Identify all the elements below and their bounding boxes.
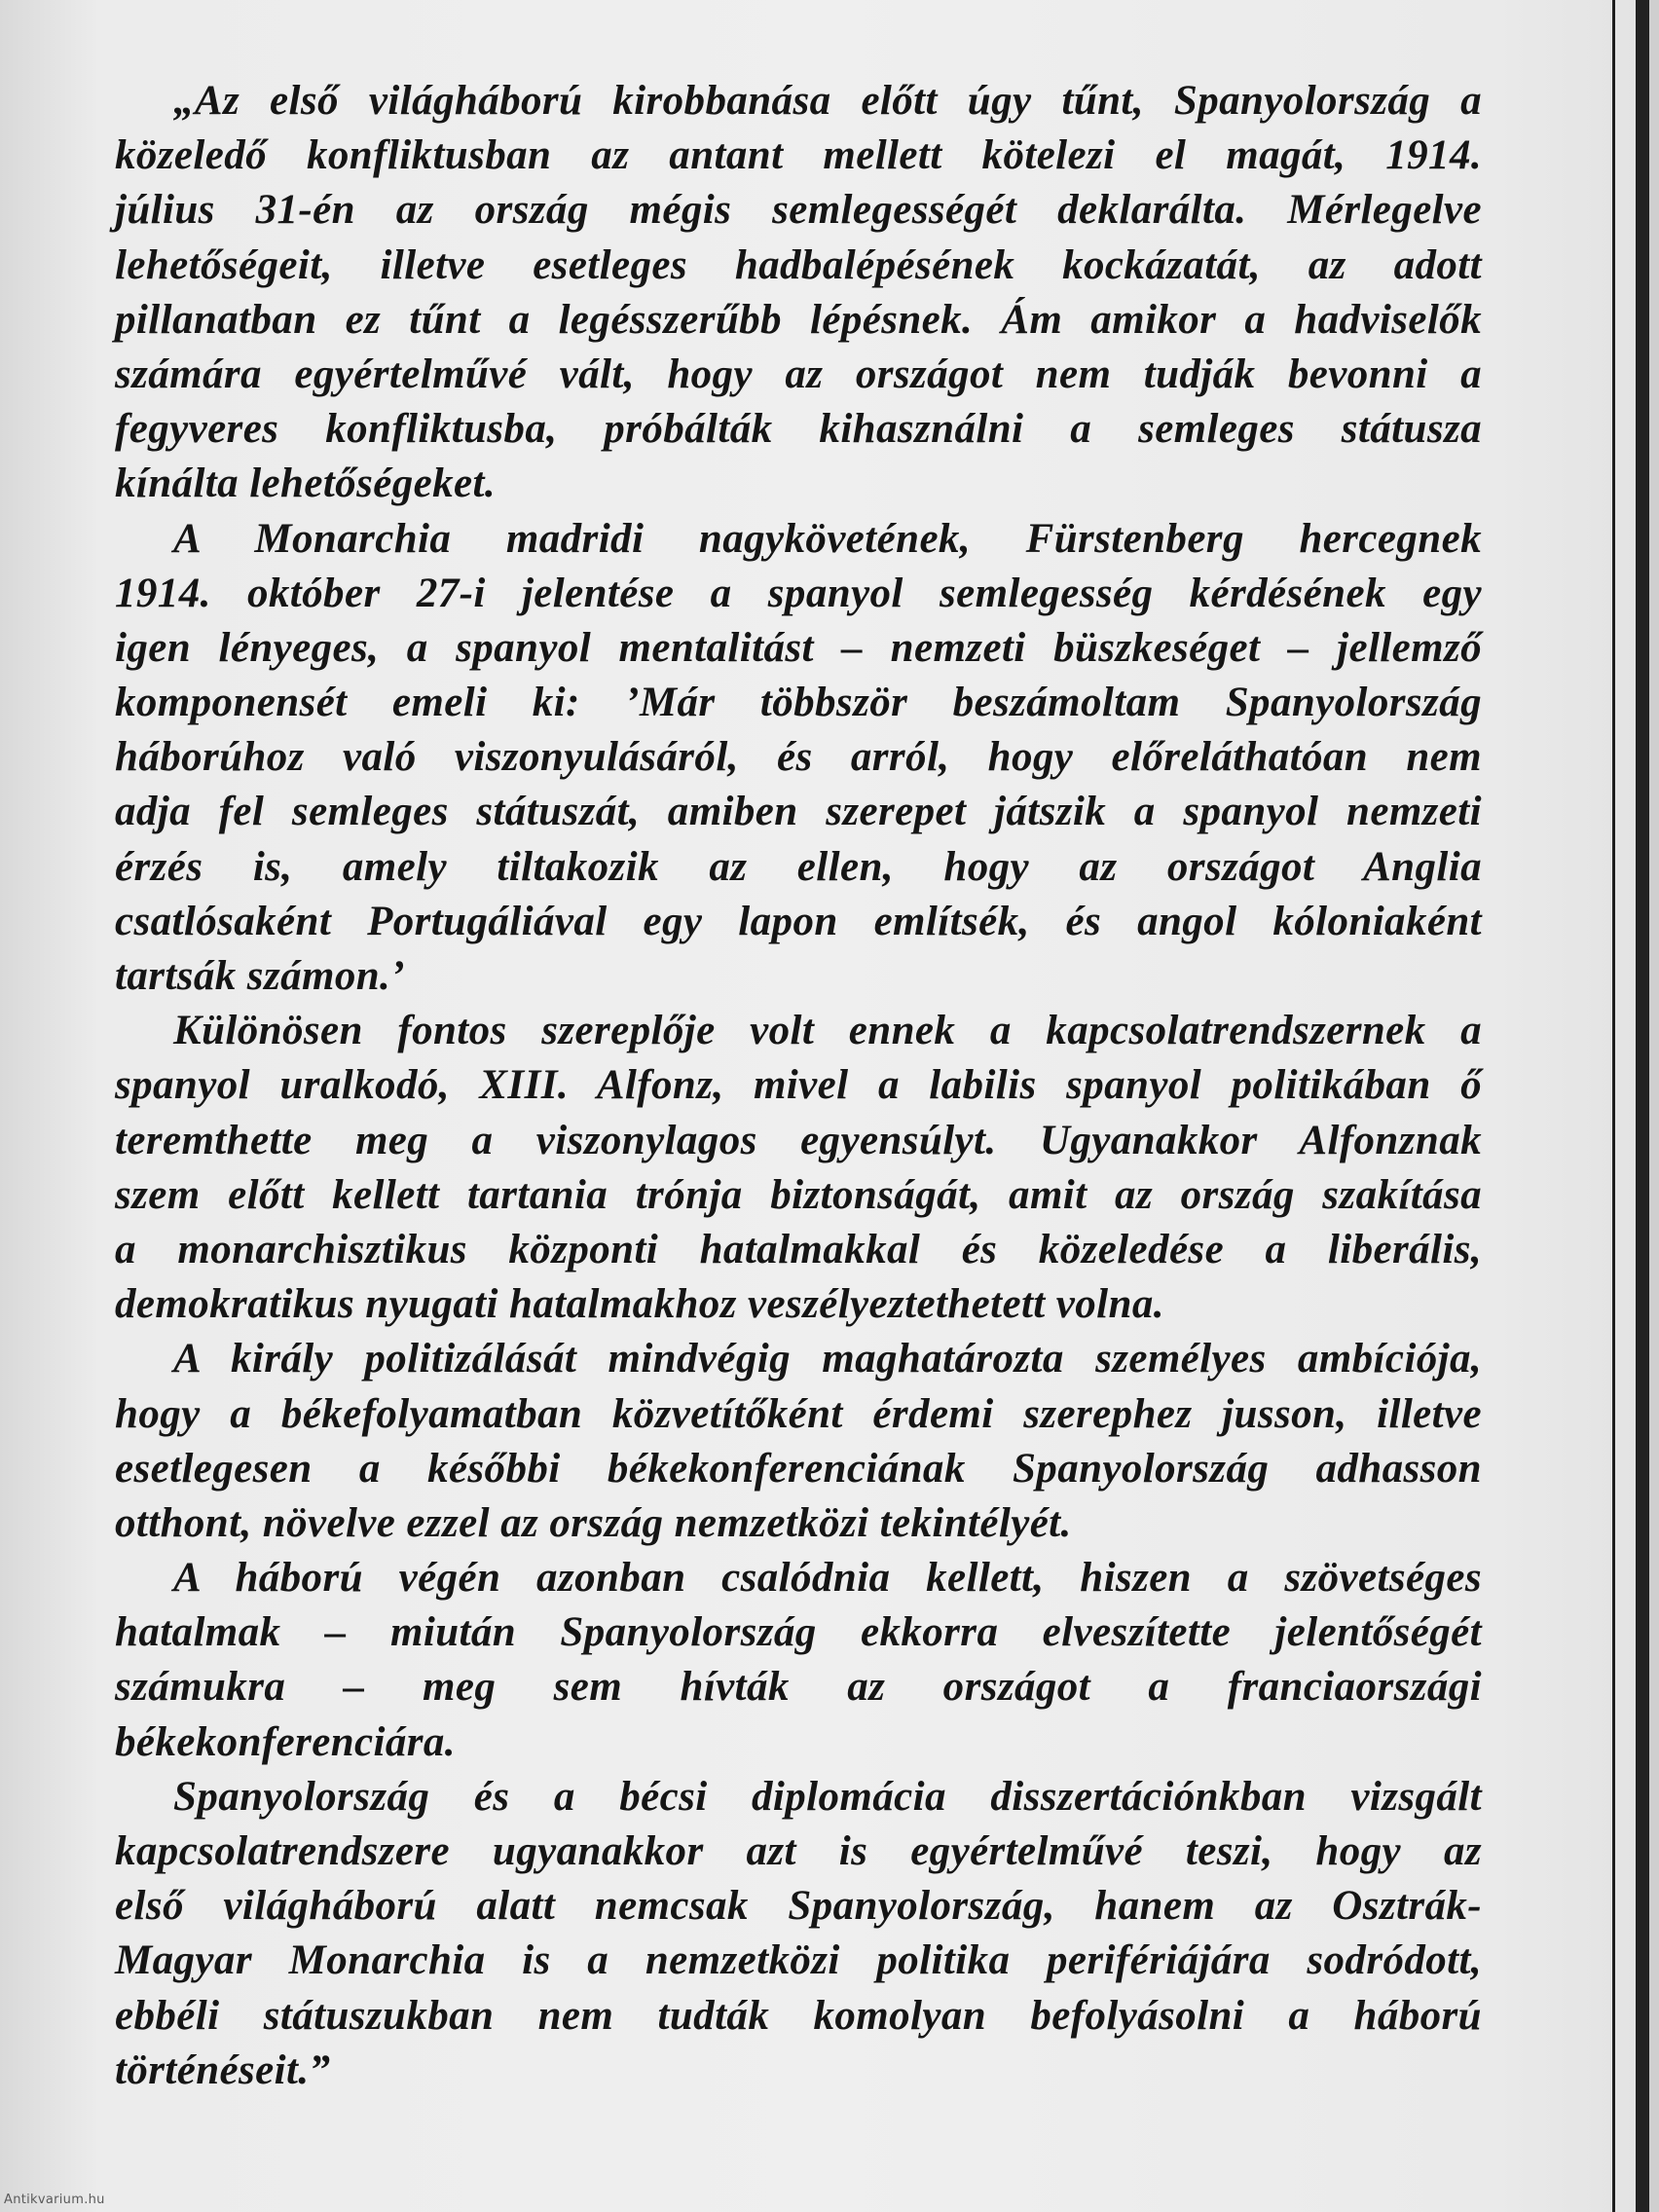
paragraph: [115, 512, 1482, 1005]
text-line: első világháború alatt nemcsak Spanyolország, hanem az Osztrák-: [115, 1883, 1482, 1930]
text-line: lehetőségeit, illetve esetleges hadbalépésének kockázatát, az adott: [115, 241, 1482, 288]
text-line: érzés is, amely tiltakozik az ellen, hogy az országot Anglia: [115, 843, 1482, 890]
text-line: adja fel semleges státuszát, amiben szerepet játszik a spanyol nemzeti: [115, 789, 1482, 835]
text-line: Különösen fontos szereplője volt ennek a kapcsolatrendszernek a: [173, 1008, 1482, 1054]
text-line: igen lényeges, a spanyol mentalitást – nemzeti büszkeséget – jellemző: [115, 624, 1482, 671]
text-line: csatlósaként Portugáliával egy lapon említsék, és angol kóloniaként: [115, 898, 1482, 944]
text-line: tartsák számon.’: [115, 953, 405, 999]
quoted-text-block: [115, 74, 1482, 2098]
text-line: ebbéli státuszukban nem tudták komolyan befolyásolni a háború: [115, 1992, 1482, 2039]
text-line: A király politizálását mindvégig maghatározta személyes ambíciója,: [173, 1336, 1482, 1382]
text-line: fegyveres konfliktusba, próbálták kihasználni a semleges státusza: [115, 406, 1482, 453]
text-line: demokratikus nyugati hatalmakhoz veszélyeztethetett volna.: [115, 1281, 1164, 1328]
paragraph: [115, 1770, 1482, 2098]
text-line: komponensét emeli ki: ’Már többször beszámoltam Spanyolország: [115, 680, 1482, 726]
text-line: számára egyértelművé vált, hogy az országot nem tudják bevonni a: [115, 350, 1482, 397]
text-line: a monarchisztikus központi hatalmakkal és közeledése a liberális,: [115, 1226, 1482, 1272]
text-line: hatalmak – miután Spanyolország ekkorra elveszítette jelentőségét: [115, 1609, 1482, 1656]
text-line: szem előtt kellett tartania trónja biztonságát, amit az ország szakítása: [115, 1171, 1482, 1218]
watermark: Antikvarium.hu: [4, 2193, 105, 2207]
page-border-thick-rule: [1636, 0, 1649, 2212]
text-line: teremthette meg a viszonylagos egyensúlyt. Ugyanakkor Alfonznak: [115, 1117, 1482, 1163]
page-border-thin-rule: [1612, 0, 1615, 2212]
text-line: A Monarchia madridi nagykövetének, Fürstenberg hercegnek: [173, 515, 1482, 562]
text-line: közeledő konfliktusban az antant mellett kötelezi el magát, 1914.: [115, 132, 1482, 179]
text-line: békekonferenciára.: [115, 1718, 456, 1765]
paragraph: [115, 74, 1482, 512]
text-line: Magyar Monarchia is a nemzetközi politika perifériájára sodródott,: [115, 1937, 1482, 1984]
text-line: kapcsolatrendszere ugyanakkor azt is egyértelművé teszi, hogy az: [115, 1828, 1482, 1874]
text-line: történéseit.”: [115, 2046, 331, 2093]
paragraph: [115, 1004, 1482, 1332]
text-line: esetlegesen a későbbi békekonferenciának Spanyolország adhasson: [115, 1445, 1482, 1492]
text-line: „Az első világháború kirobbanása előtt úgy tűnt, Spanyolország a: [173, 78, 1482, 124]
text-line: július 31-én az ország mégis semlegességét deklarálta. Mérlegelve: [115, 187, 1482, 234]
paragraph: [115, 1551, 1482, 1770]
text-line: otthont, növelve ezzel az ország nemzetközi tekintélyét.: [115, 1499, 1072, 1546]
text-line: A háború végén azonban csalódnia kellett, hiszen a szövetséges: [173, 1555, 1482, 1602]
text-line: spanyol uralkodó, XIII. Alfonz, mivel a labilis spanyol politikában ő: [115, 1062, 1482, 1109]
paragraph: [115, 1332, 1482, 1551]
text-line: Spanyolország és a bécsi diplomácia disszertációnkban vizsgált: [173, 1773, 1482, 1820]
page-edge: [1649, 0, 1659, 2212]
text-line: 1914. október 27-i jelentése a spanyol semlegesség kérdésének egy: [115, 570, 1482, 616]
text-line: háborúhoz való viszonyulásáról, és arról, hogy előreláthatóan nem: [115, 734, 1482, 781]
text-line: számukra – meg sem hívták az országot a franciaországi: [115, 1664, 1482, 1711]
text-line: hogy a békefolyamatban közvetítőként érdemi szerephez jusson, illetve: [115, 1390, 1482, 1437]
text-line: kínálta lehetőségeket.: [115, 461, 496, 507]
text-line: pillanatban ez tűnt a legésszerűbb lépésnek. Ám amikor a hadviselők: [115, 296, 1482, 343]
